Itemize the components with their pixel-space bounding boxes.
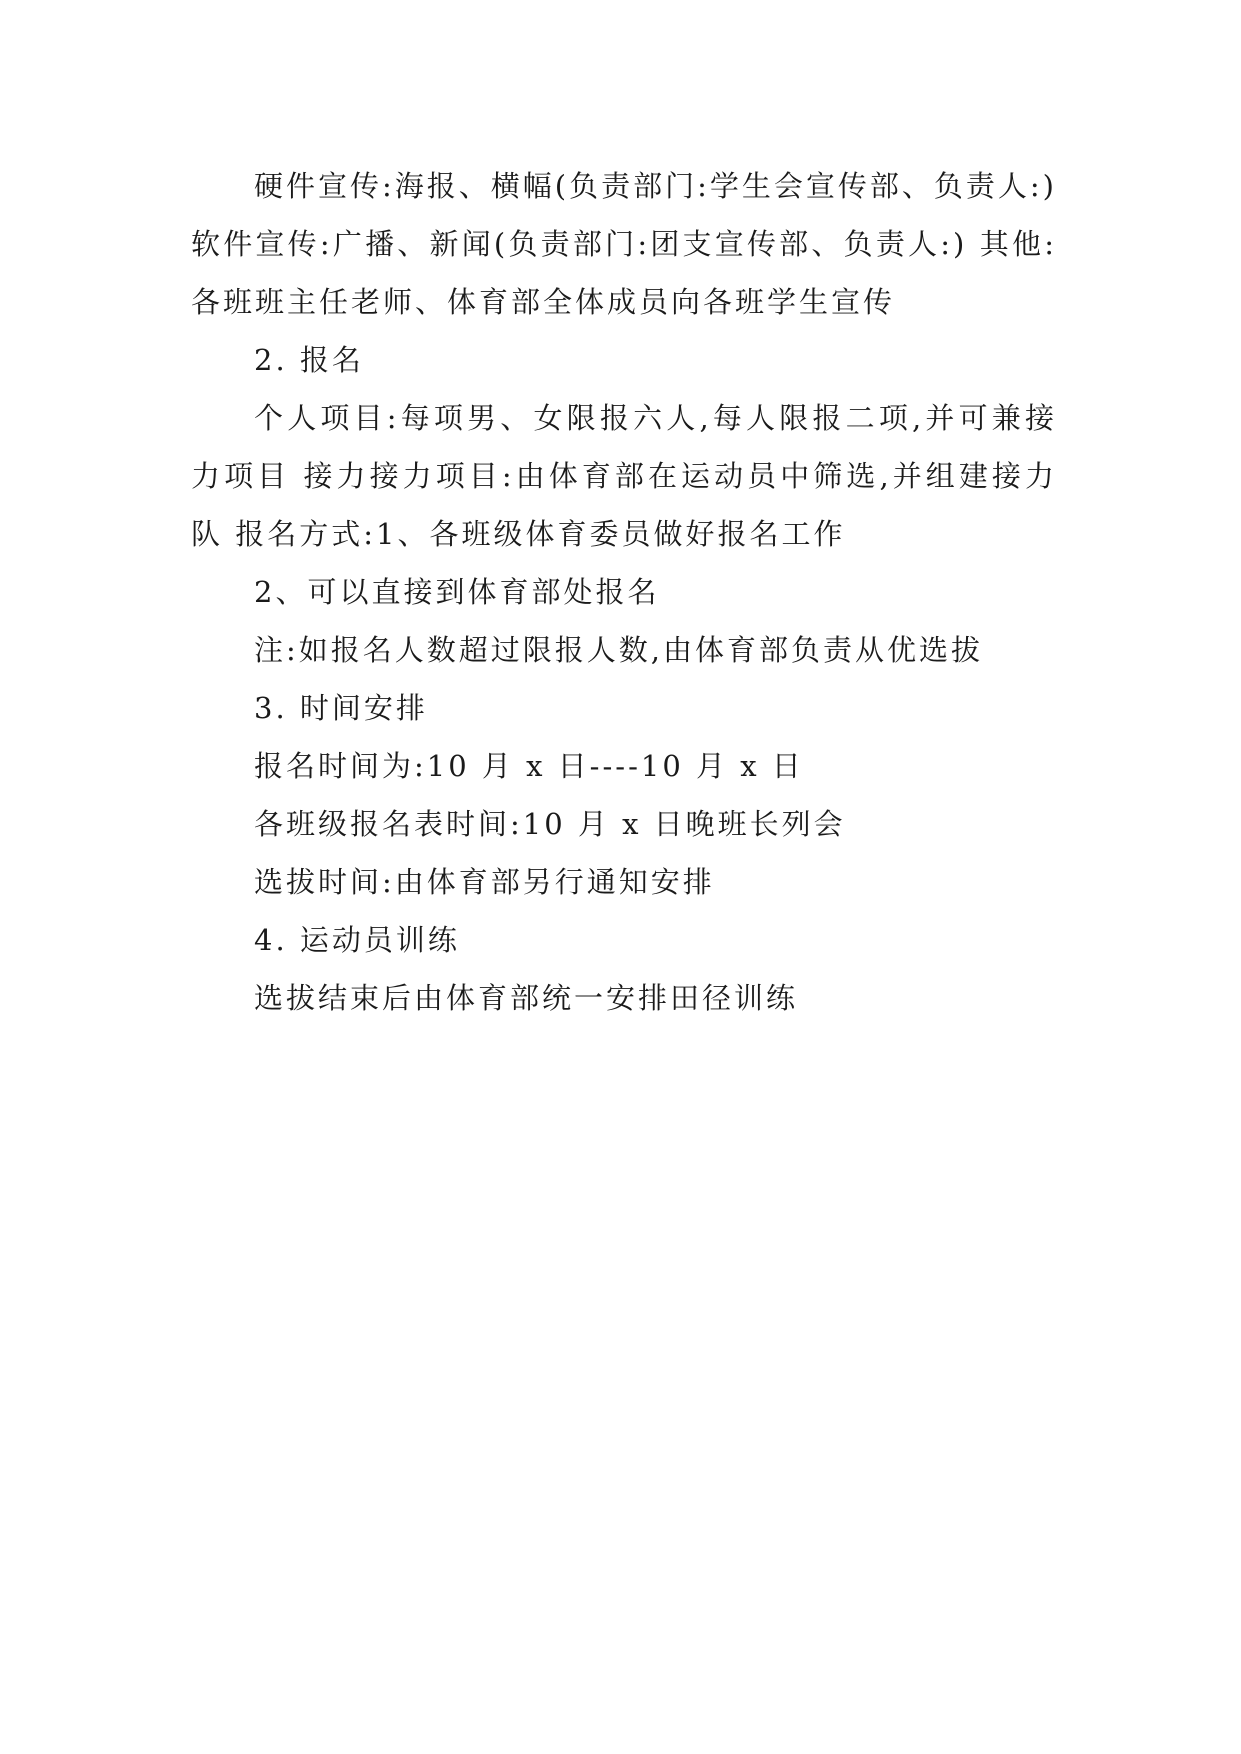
paragraph-selection-time: 选拔时间:由体育部另行通知安排 — [254, 865, 715, 899]
paragraph-form-time: 各班级报名表时间:10 月 x 日晚班长列会 — [254, 807, 846, 841]
section-heading-registration: 2. 报名 — [254, 343, 364, 377]
paragraph-note: 注:如报名人数超过限报人数,由体育部负责从优选拔 — [254, 633, 983, 667]
section-heading-training: 4. 运动员训练 — [254, 923, 460, 957]
paragraph-individual-events: 个人项目:每项男、女限报六人,每人限报二项,并可兼接力项目 接力接力项目:由体育部在运动员中筛选,并组建接力队 报名方式:1、各班级体育委员做好报名工作 — [191, 401, 1057, 551]
section-heading-schedule: 3. 时间安排 — [254, 691, 428, 725]
document-body — [191, 157, 1070, 1027]
paragraph-training: 选拔结束后由体育部统一安排田径训练 — [254, 981, 799, 1015]
paragraph-publicity: 硬件宣传:海报、横幅(负责部门:学生会宣传部、负责人:) 软件宣传:广播、新闻(负责部门:团支宣传部、负责人:) 其他:各班班主任老师、体育部全体成员向各班学生宣传 — [191, 169, 1070, 319]
paragraph-registration-time: 报名时间为:10 月 x 日----10 月 x 日 — [254, 749, 804, 783]
paragraph-direct-registration: 2、可以直接到体育部处报名 — [254, 575, 660, 609]
